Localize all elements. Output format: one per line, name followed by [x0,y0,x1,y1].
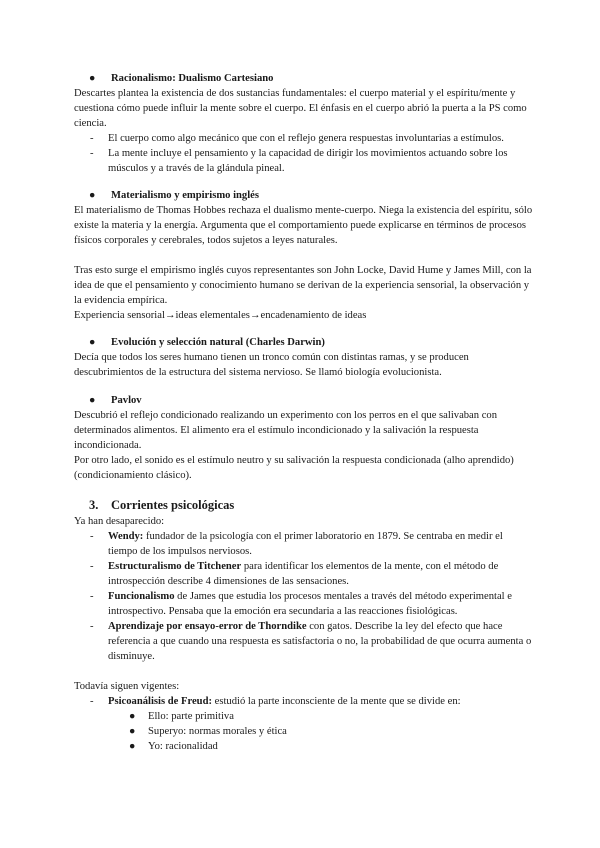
section-racionalismo [74,71,534,176]
section-pavlov [74,393,534,483]
sub-list [74,709,534,754]
paragraph: Descubrió el reflejo condicionado realizando un experimento con los perros en el que salivaban con determinados alimentos. El alimento era el estímulo incondicionado y la salivación la respuesta incondicionada. [74,410,498,451]
paragraph: Por otro lado, el sonido es el estímulo neutro y su salivación la respuesta condicionada (alho aprendido)(condicionamiento clásico). [74,455,514,481]
list-item: - Aprendizaje por ensayo-error de Thorndike con gatos. Describe la ley del efecto que hace referencia a que cuando una respuesta es satisfactoria o no, la probabilidad de que ocurra aumenta o disminuye. [90,621,532,662]
sub-list-item: ● Yo: racionalidad [129,741,218,752]
bullet-icon: ● [89,73,96,84]
list-item: - Psicoanálisis de Freud: estudió la parte inconsciente de la mente que se divide en: [90,696,461,707]
dash-list [74,694,534,709]
bullet-icon: ● [129,726,136,737]
bullet-icon: ● [89,395,96,406]
sub-list-item: ● Superyo: normas morales y ética [129,726,287,737]
section-heading: 3. Corrientes psicológicas [89,498,235,512]
sub-list-item: ● Ello: parte primitiva [129,711,234,722]
list-item: - Estructuralismo de Titchener para identificar los elementos de la mente, con el método de introspección describe 4 dimensiones de las sensaciones. [90,561,499,587]
bullet-icon: ● [129,741,136,752]
section-heading: ● Pavlov [89,395,142,406]
section-heading: ● Materialismo y empirismo inglés [89,190,259,201]
list-item: - La mente incluye el pensamiento y la capacidad de dirigir los movimientos actuando sobre los músculos y a través de la glándula pineal. [90,148,508,174]
paragraph: Decía que todos los seres humano tienen un tronco común con distintas ramas, y se producen descubrimientos de la estructura del sistema nervioso. Se llamó biología evolucionista. [74,352,469,378]
paragraph: Descartes plantea la existencia de dos sustancias fundamentales: el cuerpo material y el espíritu/mente y cuestiona cómo puede influir la mente sobre el cuerpo. El énfasis en el cuerpo abrió la puerta a la PS como ciencia. [74,88,527,129]
list-item: - Wendy: fundador de la psicología con el primer laboratorio en 1879. Se centraba en medir el tiempo de los impulsos nerviosos. [90,531,503,557]
section-materialismo [74,188,534,323]
paragraph: Todavía siguen vigentes: [74,681,180,692]
dash-list [74,529,534,664]
section-corrientes [74,497,534,754]
bullet-icon: ● [89,337,96,348]
section-evolucion [74,335,534,380]
section-heading: ● Racionalismo: Dualismo Cartesiano [89,73,274,84]
list-item: - El cuerpo como algo mecánico que con el reflejo genera respuestas involuntarias a estímulos. [90,133,504,144]
list-item: - Funcionalismo de James que estudia los procesos mentales a través del método experimental e introspectivo. Pensaba que la emoción era secundaria a las reacciones fisiológicas. [90,591,512,617]
section-heading: ● Evolución y selección natural (Charles Darwin) [89,337,325,348]
dash-list [74,131,534,176]
paragraph: El materialismo de Thomas Hobbes rechaza el dualismo mente-cuerpo. Niega la existencia del espíritu, sólo existe la materia y la energía. Argumenta que el comportamiento puede explicarse en términos de procesos físicos corporales y cerebrales, todos sujetos a leyes naturales. [74,205,533,246]
paragraph: Ya han desaparecido: [74,516,165,527]
bullet-icon: ● [89,190,96,201]
bullet-icon: ● [129,711,136,722]
paragraph: Tras esto surge el empirismo inglés cuyos representantes son John Locke, David Hume y James Mill, con la idea de que el pensamiento y conocimiento humano se derivan de la experiencia sensorial, la observación y la evidencia empírica. [74,265,532,306]
paragraph: Experiencia sensorial→ideas elementales→encadenamiento de ideas [74,310,367,321]
